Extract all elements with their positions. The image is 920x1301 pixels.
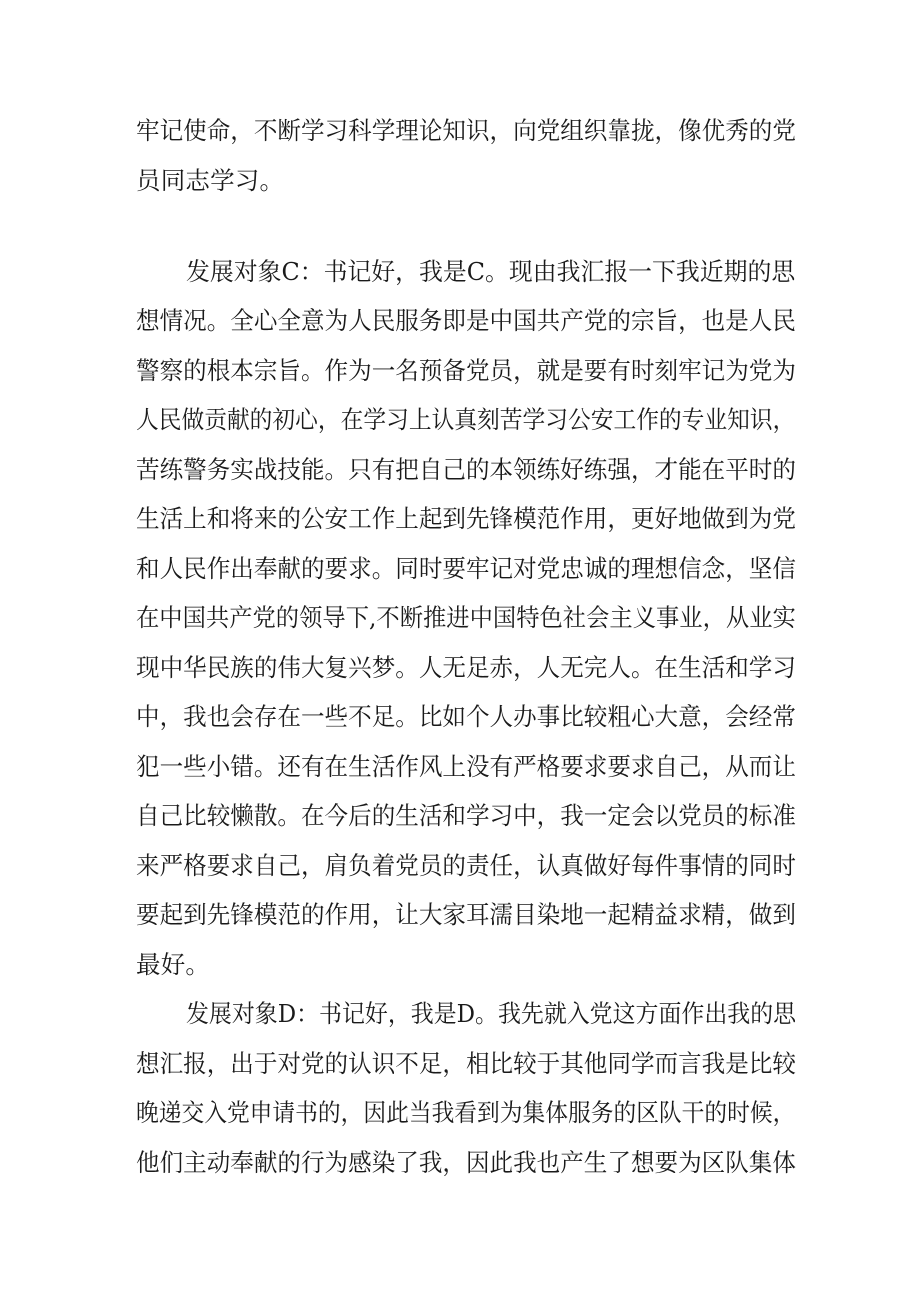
text-line: 和人民作出奉献的要求。同时要牢记对党忠诚的理想信念，坚信 xyxy=(136,554,796,583)
text-line: 现中华民族的伟大复兴梦。人无足赤，人无完人。在生活和学习 xyxy=(136,653,796,682)
text-line: 想汇报，出于对党的认识不足，相比较于其他同学而言我是比较 xyxy=(136,1049,796,1078)
text-line: 晚递交入党申请书的，因此当我看到为集体服务的区队干的时候， xyxy=(136,1098,796,1127)
text-line: 生活上和将来的公安工作上起到先锋模范作用，更好地做到为党 xyxy=(136,504,796,533)
text-line: 要起到先锋模范的作用，让大家耳濡目染地一起精益求精，做到 xyxy=(136,900,796,929)
text-line: 想情况。全心全意为人民服务即是中国共产党的宗旨，也是人民 xyxy=(136,306,796,335)
text-line: 在中国共产党的领导下,不断推进中国特色社会主义事业，从业实 xyxy=(136,603,796,632)
text-line: 中，我也会存在一些不足。比如个人办事比较粗心大意，会经常 xyxy=(136,702,796,731)
text-line: 警察的根本宗旨。作为一名预备党员，就是要有时刻牢记为党为 xyxy=(136,356,796,385)
text-line: 人民做贡献的初心，在学习上认真刻苦学习公安工作的专业知识， xyxy=(136,405,796,434)
text-line: 员同志学习。 xyxy=(136,166,285,195)
text-line: 自己比较懒散。在今后的生活和学习中，我一定会以党员的标准 xyxy=(136,801,796,830)
text-line: 来严格要求自己，肩负着党员的责任，认真做好每件事情的同时 xyxy=(136,851,796,880)
text-line: 犯一些小错。还有在生活作风上没有严格要求要求自己，从而让 xyxy=(136,752,796,781)
text-line: 发展对象C：书记好，我是C。现由我汇报一下我近期的思 xyxy=(186,257,796,286)
text-line: 苦练警务实战技能。只有把自己的本领练好练强，才能在平时的 xyxy=(136,455,796,484)
text-line: 最好。 xyxy=(136,950,211,979)
text-line: 牢记使命，不断学习科学理论知识，向党组织靠拢，像优秀的党 xyxy=(136,116,796,145)
text-line: 发展对象D：书记好，我是D。我先就入党这方面作出我的思 xyxy=(186,999,797,1028)
text-line: 他们主动奉献的行为感染了我，因此我也产生了想要为区队集体 xyxy=(136,1148,796,1177)
